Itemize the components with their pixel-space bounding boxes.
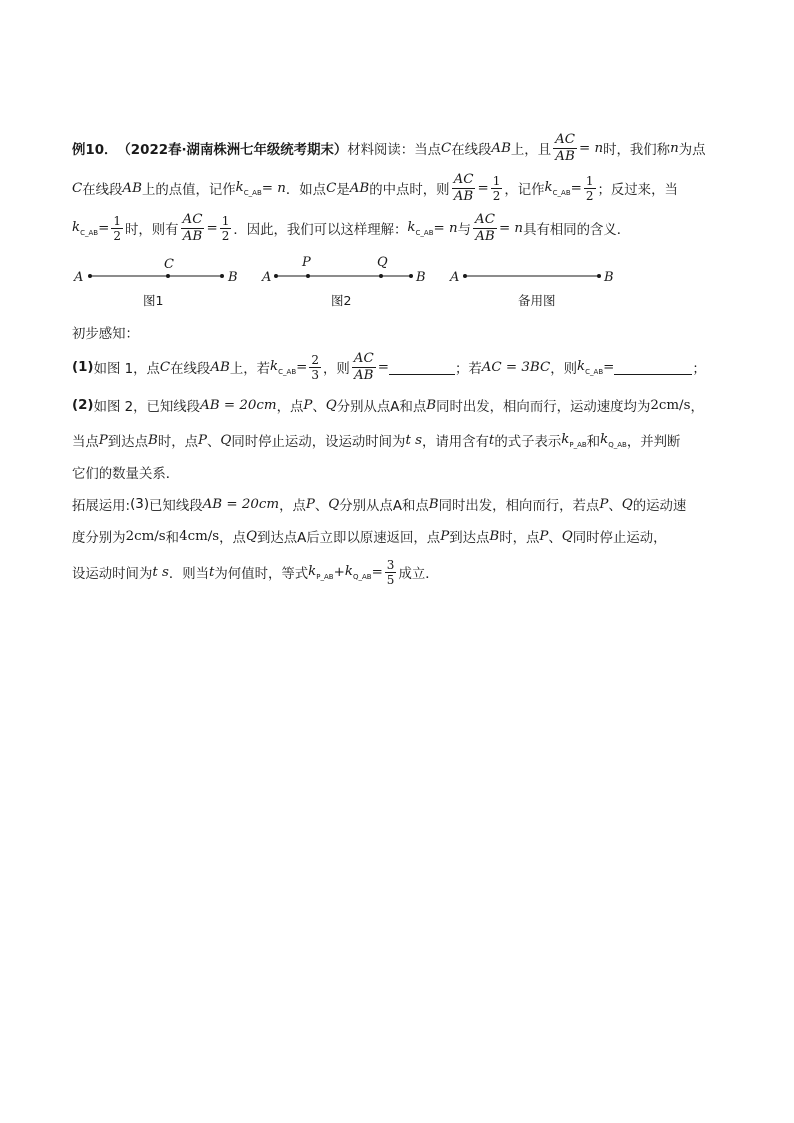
fraction-one-half: $\frac{1}{2}$ bbox=[221, 213, 230, 243]
fig2-label-p: P bbox=[302, 255, 311, 270]
fraction-three-fifths: $\frac{3}{5}$ bbox=[386, 557, 395, 587]
fig3-point-b bbox=[597, 274, 601, 278]
fig2-caption: 图2 bbox=[331, 293, 352, 308]
fig2-point-p bbox=[306, 274, 310, 278]
intro-line-3: $k_{C\_AB}$ = $\frac{1}{2}$ 时，则有 $\frac{AC}{AB}$ = $\frac{1}{2}$ ．因此，我们可以这样理解： $k_{C\_AB}$ = n 与 $\frac{AC}{AB}$ = n 具有相同的含义． bbox=[72, 211, 631, 244]
fig2-label-a: A bbox=[262, 270, 272, 285]
question-3: 拓展运用: (3) 已知线段 AB = 20cm ，点 P 、 Q 分别从点A和点 B 同时出发，相向而行，若点 P 、 Q 的运动速 度分别为 2cm/s 和 4cm/s ，点 Q 到达点A后立即以原速返回，点 P 到达点 B 时，点 P 、 Q 同时停止运动， 设运动时间为 t s ．则当 t 为何值时，等式 $k_{P\_AB}$ + $k_{Q\_AB}$ = $\frac{3}{5}$ 成立． bbox=[72, 496, 687, 587]
fig2-point-q bbox=[379, 274, 383, 278]
fig1-point-a bbox=[88, 274, 92, 278]
fraction-one-half: $\frac{1}{2}$ bbox=[492, 173, 501, 203]
question-1: (1) 如图 1，点 C 在线段 AB 上，若 $k_{C\_AB}$ = $\frac{2}{3}$ ，则 $\frac{AC}{AB}$ = ；若 AC = 3BC ，则 $k_{C\_AB}$ = ； bbox=[72, 350, 706, 383]
example-label: 例10． bbox=[72, 142, 118, 158]
fraction-ac-ab: $\frac{AC}{AB}$ bbox=[353, 350, 374, 383]
fraction-ac-ab: $\frac{AC}{AB}$ bbox=[453, 171, 474, 204]
fig3-label-a: A bbox=[450, 270, 460, 285]
fig1-point-c bbox=[166, 274, 170, 278]
fraction-one-half: $\frac{1}{2}$ bbox=[585, 173, 594, 203]
fig3-label-b: B bbox=[604, 270, 614, 285]
fraction-one-half: $\frac{1}{2}$ bbox=[113, 213, 121, 243]
answer-blank-1[interactable] bbox=[389, 360, 455, 375]
intro-line-1: 例10． （2022春·湖南株洲七年级统考期末） 材料阅读：当点 C 在线段 AB 上，且 $\frac{AC}{AB}$ = n 时，我们称 n 为点 bbox=[72, 131, 706, 164]
answer-blank-2[interactable] bbox=[614, 360, 692, 375]
fig1-point-b bbox=[220, 274, 224, 278]
example-source: （2022春·湖南株洲七年级统考期末） bbox=[117, 142, 348, 158]
fig1-label-c: C bbox=[164, 257, 174, 272]
problem-content bbox=[72, 128, 724, 592]
segment-figures bbox=[72, 254, 724, 316]
fraction-two-thirds: $\frac{2}{3}$ bbox=[311, 352, 319, 382]
figures-row bbox=[72, 254, 724, 316]
section-initial-perception: 初步感知： bbox=[72, 326, 139, 342]
fig2-label-q: Q bbox=[377, 255, 388, 270]
fig3-point-a bbox=[463, 274, 467, 278]
fraction-ac-ab: $\frac{AC}{AB}$ bbox=[182, 211, 203, 244]
fig2-label-b: B bbox=[416, 270, 426, 285]
fig1-caption: 图1 bbox=[143, 293, 164, 308]
fraction-ac-ab: $\frac{AC}{AB}$ bbox=[475, 211, 495, 244]
fig2-point-b bbox=[409, 274, 413, 278]
fraction-ac-ab: $\frac{AC}{AB}$ bbox=[555, 131, 576, 164]
section-extended-application: 拓展运用: bbox=[72, 498, 131, 514]
fig2-point-a bbox=[274, 274, 278, 278]
intro-line-2: C 在线段 AB 上的点值，记作 $k_{C\_AB}$ = n ．如点 C 是 AB 的中点时，则 $\frac{AC}{AB}$ = $\frac{1}{2}$ ，记作 $k_{C\_AB}$ = $\frac{1}{2}$ ；反过来，当 bbox=[72, 171, 678, 204]
fig1-label-a: A bbox=[74, 270, 84, 285]
question-2: (2) 如图 2，已知线段 AB = 20cm ，点 P 、 Q 分别从点A和点 B 同时出发，相向而行，运动速度均为 2cm/s ， 当点 P 到达点 B 时，点 P 、 Q 同时停止运动，设运动时间为 t s ，请用含有 t 的式子表示 $k_{P\_AB}$ 和 $k_{Q\_AB}$ ，并判断 它们的数量关系． bbox=[72, 397, 704, 482]
fig1-label-b: B bbox=[228, 270, 238, 285]
fig3-caption: 备用图 bbox=[518, 293, 556, 308]
